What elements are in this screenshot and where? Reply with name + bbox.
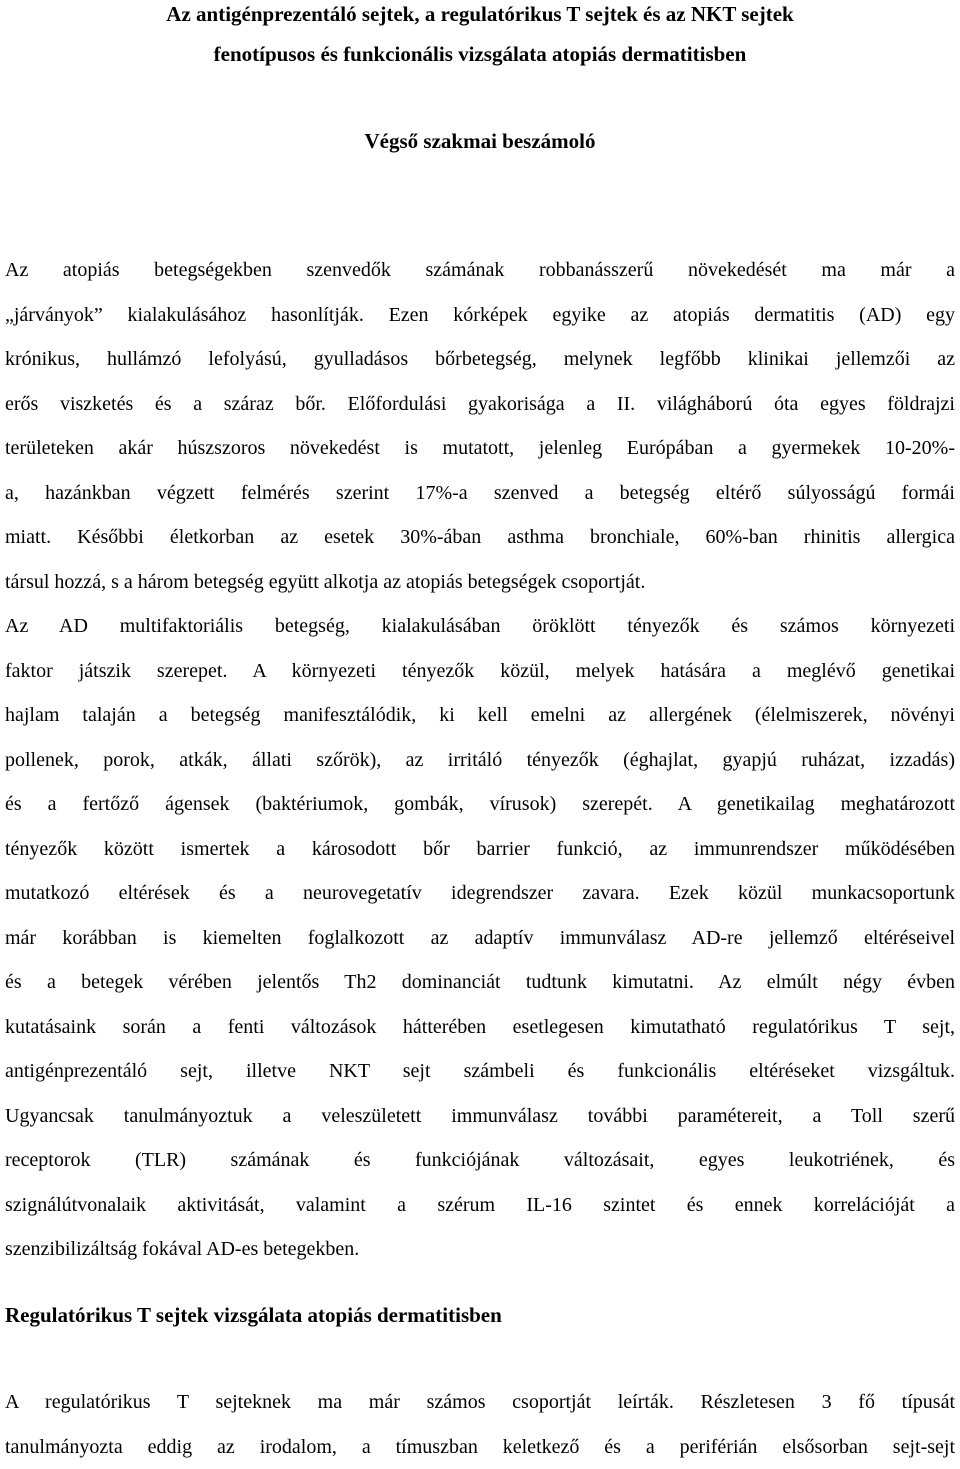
- body-line: területeken akár húszszoros növekedést is mutatott, jelenleg Európában a gyermekek 10-20%-: [5, 426, 955, 471]
- body-line: receptorok (TLR) számának és funkciójának változásait, egyes leukotriének, és: [5, 1138, 955, 1183]
- body-line: kutatásaink során a fenti változások hátterében esetlegesen kimutatható regulatórikus T sejt,: [5, 1005, 955, 1050]
- document-title-line-1: Az antigénprezentáló sejtek, a regulatórikus T sejtek és az NKT sejtek: [5, 0, 955, 28]
- body-line: miatt. Későbbi életkorban az esetek 30%-ában asthma bronchiale, 60%-ban rhinitis allergica: [5, 515, 955, 560]
- body-line: hajlam talaján a betegség manifesztálódik, ki kell emelni az allergének (élelmiszerek, növényi: [5, 693, 955, 738]
- body-line: szignálútvonalaik aktivitását, valamint a szérum IL-16 szintet és ennek korrelációját a: [5, 1183, 955, 1228]
- body-line: társul hozzá, s a három betegség együtt alkotja az atopiás betegségek csoportját.: [5, 560, 955, 605]
- body-line: „járványok” kialakulásához hasonlítják. Ezen kórképek egyike az atopiás dermatitis (AD) egy: [5, 293, 955, 338]
- document-subtitle: Végső szakmai beszámoló: [5, 127, 955, 155]
- body-line: tanulmányozta eddig az irodalom, a tímuszban keletkező és a periférián elsősorban sejt-sejt: [5, 1425, 955, 1469]
- body-line: A regulatórikus T sejteknek ma már számos csoportját leírták. Részletesen 3 fő típusát: [5, 1380, 955, 1425]
- body-line: Az AD multifaktoriális betegség, kialakulásában öröklött tényezők és számos környezeti: [5, 604, 955, 649]
- body-line: pollenek, porok, atkák, állati szőrök), az irritáló tényezők (éghajlat, gyapjú ruházat, izzadás): [5, 738, 955, 783]
- body-line: mutatkozó eltérések és a neurovegetatív idegrendszer zavara. Ezek közül munkacsoportunk: [5, 871, 955, 916]
- body-line: és a betegek vérében jelentős Th2 dominanciát tudtunk kimutatni. Az elmúlt négy évben: [5, 960, 955, 1005]
- section-paragraph: [5, 1380, 955, 1469]
- body-line: krónikus, hullámzó lefolyású, gyulladásos bőrbetegség, melynek legfőbb klinikai jellemzői az: [5, 337, 955, 382]
- section-heading: Regulatórikus T sejtek vizsgálata atopiás dermatitisben: [5, 1300, 955, 1330]
- body-line: a, hazánkban végzett felmérés szerint 17%-a szenved a betegség eltérő súlyosságú formái: [5, 471, 955, 516]
- body-line: és a fertőző ágensek (baktériumok, gombák, vírusok) szerepét. A genetikailag meghatározott: [5, 782, 955, 827]
- body-line: már korábban is kiemelten foglalkozott az adaptív immunválasz AD-re jellemző eltéréseivel: [5, 916, 955, 961]
- intro-paragraphs: [5, 248, 955, 1272]
- body-line: faktor játszik szerepet. A környezeti tényezők közül, melyek hatására a meglévő genetikai: [5, 649, 955, 694]
- body-line: szenzibilizáltság fokával AD-es betegekben.: [5, 1227, 955, 1272]
- body-line: antigénprezentáló sejt, illetve NKT sejt számbeli és funkcionális eltéréseket vizsgáltuk.: [5, 1049, 955, 1094]
- document-title-line-2: fenotípusos és funkcionális vizsgálata atopiás dermatitisben: [5, 40, 955, 68]
- body-line: tényezők között ismertek a károsodott bőr barrier funkció, az immunrendszer működésében: [5, 827, 955, 872]
- body-line: erős viszketés és a száraz bőr. Előfordulási gyakorisága a II. világháború óta egyes földrajzi: [5, 382, 955, 427]
- body-line: Az atopiás betegségekben szenvedők számának robbanásszerű növekedését ma már a: [5, 248, 955, 293]
- body-line: Ugyancsak tanulmányoztuk a veleszületett immunválasz további paramétereit, a Toll szerű: [5, 1094, 955, 1139]
